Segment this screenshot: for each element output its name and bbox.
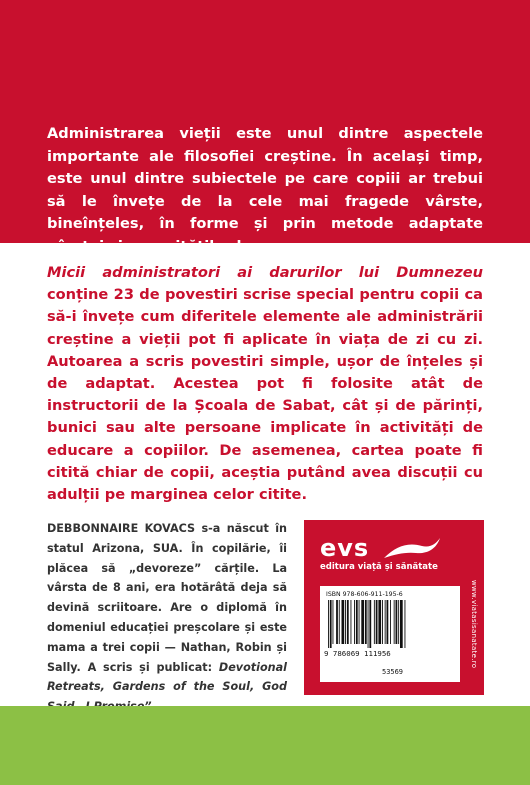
barcode-bar bbox=[339, 600, 340, 644]
barcode-bar bbox=[333, 600, 334, 644]
barcode-bar bbox=[387, 600, 389, 644]
barcode-bar bbox=[374, 600, 375, 644]
barcode-box bbox=[320, 586, 460, 682]
barcode bbox=[326, 600, 454, 648]
barcode-bar bbox=[382, 600, 383, 644]
barcode-bar bbox=[368, 600, 369, 648]
barcode-bar bbox=[354, 600, 355, 644]
intro-paragraph: Administrarea vieții este unul dintre aspectele importante ale filosofiei creștine. În același timp, este unul dintre subiectele pe care copiii ar trebui să le învețe de la cele mai fragede vârste, bineînțeles, în forme și prin metode adaptate vârstei și capacităților lor. bbox=[47, 125, 483, 255]
barcode-bar bbox=[394, 600, 395, 644]
author-bio bbox=[47, 519, 287, 717]
barcode-bar bbox=[378, 600, 381, 644]
barcode-bar bbox=[405, 600, 406, 648]
barcode-bar bbox=[359, 600, 360, 644]
publisher-badge bbox=[304, 520, 484, 695]
author-bio-text: s-a născut în statul Arizona, SUA. În copilărie, îi plăcea să „devoreze” cărțile. La vârsta de 8 ani, era hotărâtă deja să devină scriitoare. Are o diplomă în domeniul educației preșcolare și este mama a trei copii — Nathan, Robin și Sally. A scris și publicat: bbox=[47, 522, 287, 674]
bottom-green-band bbox=[0, 706, 530, 785]
publisher-name: editura viață și sănătate bbox=[320, 562, 438, 572]
barcode-bar bbox=[347, 600, 349, 644]
barcode-bar bbox=[398, 600, 399, 644]
isbn-digits: 9 786069 111956 bbox=[324, 649, 391, 658]
isbn-label: ISBN 978-606-911-195-6 bbox=[326, 591, 403, 598]
barcode-bar bbox=[385, 600, 386, 644]
barcode-bar bbox=[328, 600, 329, 648]
barcode-bar bbox=[369, 600, 371, 648]
barcode-bar bbox=[342, 600, 345, 644]
barcode-bar bbox=[351, 600, 352, 644]
publisher-logo bbox=[320, 534, 440, 574]
barcode-bar bbox=[390, 600, 391, 644]
barcode-bar bbox=[376, 600, 378, 644]
barcode-bar bbox=[336, 600, 338, 644]
barcode-bar bbox=[345, 600, 346, 644]
book-title: Micii administratori ai darurilor lui Dumnezeu bbox=[47, 264, 483, 281]
product-code: 53569 bbox=[382, 668, 403, 676]
barcode-bar bbox=[396, 600, 398, 644]
publisher-website: www.viatasisanatate.ro bbox=[470, 580, 478, 669]
barcode-bar bbox=[361, 600, 364, 644]
author-books: Devotional Retreats, Gardens of the Soul, God bbox=[47, 660, 287, 694]
description-paragraph bbox=[47, 262, 483, 506]
barcode-bar bbox=[365, 600, 367, 644]
publisher-logo-text: evs bbox=[320, 534, 370, 562]
barcode-bar bbox=[330, 600, 332, 648]
bird-logo-icon bbox=[382, 536, 442, 562]
author-name: DEBBONNAIRE KOVACS bbox=[47, 522, 196, 535]
barcode-bar bbox=[356, 600, 358, 644]
description-text: conține 23 de povestiri scrise special pentru copii ca să-i învețe cum diferitele elemente ale administrării creștine a vieții pot fi aplicate în viața de zi cu zi. Autoarea a scris povestiri simple, ușor de înțeles și de adaptat. Acestea pot fi folosite atât de instructorii de la Școala de Sabat, cât și de părinți, bunici sau alte persoane implicate în activități de educare a copiilor. De asemenea, cartea poate fi citită chiar de copii, aceștia putând avea discuții cu adulții pe marginea celor citite. bbox=[47, 286, 483, 504]
barcode-bar bbox=[400, 600, 403, 648]
